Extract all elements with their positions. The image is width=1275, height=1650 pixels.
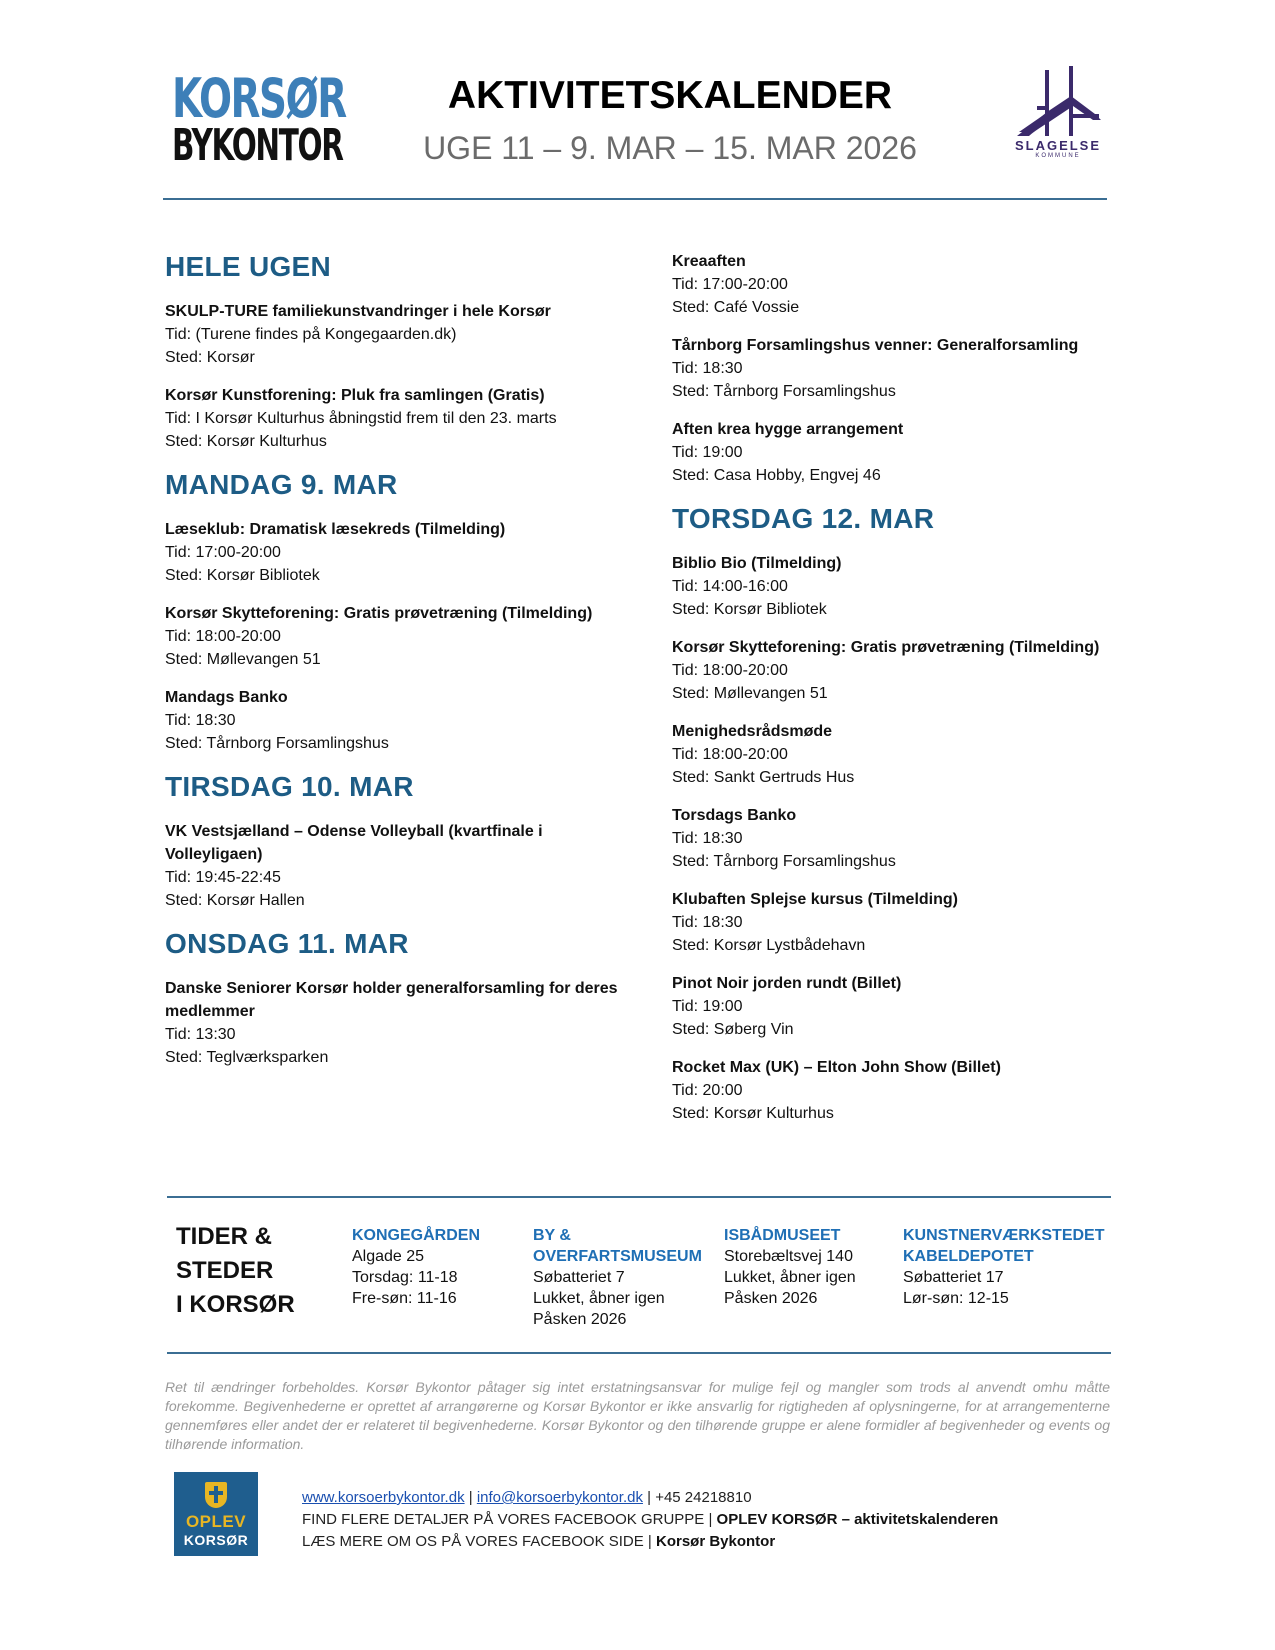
event-title: Korsør Skytteforening: Gratis prøvetræning (Tilmelding) xyxy=(165,605,593,622)
contact-line-3 xyxy=(302,1531,998,1553)
event-title: Korsør Skytteforening: Gratis prøvetræning (Tilmelding) xyxy=(672,639,1100,656)
day-section xyxy=(165,927,625,1069)
event-item xyxy=(672,334,1132,403)
event-title: Rocket Max (UK) – Elton John Show (Billet) xyxy=(672,1059,1001,1076)
event-place: Sted: Korsør Kulturhus xyxy=(165,433,327,450)
event-place: Sted: Møllevangen 51 xyxy=(672,685,828,702)
right-column xyxy=(672,250,1132,1140)
venue-name: ISBÅDMUSEET xyxy=(724,1227,841,1244)
week-subtitle: UGE 11 – 9. MAR – 15. MAR 2026 xyxy=(423,130,917,166)
day-heading: TIRSDAG 10. MAR xyxy=(165,771,414,802)
event-place: Sted: Sankt Gertruds Hus xyxy=(672,769,855,786)
day-heading: ONSDAG 11. MAR xyxy=(165,928,409,959)
event-place: Sted: Korsør Kulturhus xyxy=(672,1105,834,1122)
page-title: AKTIVITETSKALENDER xyxy=(447,74,893,117)
event-place: Sted: Søberg Vin xyxy=(672,1021,794,1038)
facebook-group-tail: – aktivitetskalenderen xyxy=(837,1511,999,1528)
event-title: Kreaaften xyxy=(672,253,746,270)
venue-line: Lukket, åbner igen xyxy=(533,1290,665,1307)
tider-line: TIDER & xyxy=(176,1223,272,1250)
facebook-group-name: OPLEV KORSØR xyxy=(716,1511,838,1528)
korsor-line: KORSØR xyxy=(183,1532,249,1548)
event-time: Tid: 18:30 xyxy=(165,712,236,729)
event-time: Tid: (Turene findes på Kongegaarden.dk) xyxy=(165,326,457,343)
event-title: Danske Seniorer Korsør holder generalforsamling for deres medlemmer xyxy=(165,980,618,1020)
event-title: Klubaften Splejse kursus (Tilmelding) xyxy=(672,891,958,908)
event-time: Tid: 18:00-20:00 xyxy=(672,746,788,763)
logo-line-korsor: KORSØR xyxy=(172,67,346,130)
venue-name: BY & OVERFARTSMUSEUM xyxy=(533,1227,702,1265)
venue-line: Storebæltsvej 140 xyxy=(724,1248,853,1265)
korsor-bykontor-logo xyxy=(172,67,346,171)
venue-line: Påsken 2026 xyxy=(724,1290,818,1307)
venue-line: Fre-søn: 11-16 xyxy=(352,1290,457,1307)
slagelse-sub: KOMMUNE xyxy=(1035,153,1081,159)
event-time: Tid: 18:00-20:00 xyxy=(165,628,281,645)
event-item xyxy=(672,888,1132,957)
event-place: Sted: Tårnborg Forsamlingshus xyxy=(672,383,896,400)
venue-line: Lør-søn: 12-15 xyxy=(903,1290,1009,1307)
event-time: Tid: 18:30 xyxy=(672,914,743,931)
event-item xyxy=(672,804,1132,873)
venue-name: KUNSTNERVÆRKSTEDET KABELDEPOTET xyxy=(903,1227,1105,1265)
venue-kabeldepotet xyxy=(903,1225,1113,1309)
day-heading: HELE UGEN xyxy=(165,251,332,282)
event-time: Tid: I Korsør Kulturhus åbningstid frem til den 23. marts xyxy=(165,410,557,427)
venue-line: Torsdag: 11-18 xyxy=(352,1269,458,1286)
event-place: Sted: Korsør Hallen xyxy=(165,892,305,909)
oplev-korsor-logo xyxy=(174,1472,258,1556)
tider-line: STEDER xyxy=(176,1257,274,1284)
event-item xyxy=(672,636,1132,705)
website-link[interactable]: www.korsoerbykontor.dk xyxy=(302,1489,465,1506)
event-time: Tid: 17:00-20:00 xyxy=(672,276,788,293)
event-item xyxy=(165,300,625,369)
separator: | xyxy=(464,1489,477,1506)
logo-line-bykontor: BYKONTOR xyxy=(172,120,343,171)
venue-line: Lukket, åbner igen xyxy=(724,1269,856,1286)
slagelse-kommune-logo xyxy=(1008,66,1108,159)
event-place: Sted: Korsør Bibliotek xyxy=(165,567,320,584)
day-section xyxy=(165,770,625,912)
email-link[interactable]: info@korsoerbykontor.dk xyxy=(476,1489,643,1506)
contact-block xyxy=(302,1487,998,1553)
event-item xyxy=(165,602,625,671)
venue-line: Søbatteriet 7 xyxy=(533,1269,625,1286)
venue-line: Søbatteriet 17 xyxy=(903,1269,1004,1286)
event-item xyxy=(672,418,1132,487)
event-title: Læseklub: Dramatisk læsekreds (Tilmelding) xyxy=(165,521,506,538)
venue-kongegaarden xyxy=(352,1225,522,1309)
day-heading: TORSDAG 12. MAR xyxy=(672,503,935,534)
event-time: Tid: 19:00 xyxy=(672,998,743,1015)
facebook-page-text: LÆS MERE OM OS PÅ VORES FACEBOOK SIDE | xyxy=(302,1533,656,1550)
event-item xyxy=(672,972,1132,1041)
footer-divider-top xyxy=(167,1196,1111,1198)
tider-steder-heading xyxy=(176,1220,295,1322)
venue-isbaadmuseet xyxy=(724,1225,894,1309)
event-place: Sted: Korsør Bibliotek xyxy=(672,601,827,618)
day-section xyxy=(165,250,625,453)
day-section xyxy=(165,468,625,755)
venue-by-overfartsmuseum xyxy=(533,1225,713,1330)
event-title: Tårnborg Forsamlingshus venner: Generalforsamling xyxy=(672,337,1079,354)
event-time: Tid: 18:30 xyxy=(672,830,743,847)
event-item xyxy=(672,1056,1132,1125)
event-time: Tid: 19:00 xyxy=(672,444,743,461)
event-title: Pinot Noir jorden rundt (Billet) xyxy=(672,975,902,992)
venue-line: Påsken 2026 xyxy=(533,1311,627,1328)
disclaimer-text: Ret til ændringer forbeholdes. Korsør Bykontor påtager sig intet erstatningsansvar for mulige fejl og mangler som trods al anvendt omhu måtte forekomme. Begivenhederne er oprettet af arrangørerne og Korsør Bykontor er ikke ansvarlig for rigtigheden af oplysningerne, for at arrangementerne gennemføres eller andet der er relateret til begivenhederne. Korsør Bykontor og den tilhørende gruppe er alene formidler af begivenheder og events og tilhørende information. xyxy=(165,1379,1110,1452)
day-heading: MANDAG 9. MAR xyxy=(165,469,398,500)
event-time: Tid: 20:00 xyxy=(672,1082,743,1099)
venue-name: KONGEGÅRDEN xyxy=(352,1227,481,1244)
phone-number: | +45 24218810 xyxy=(642,1489,752,1506)
bridge-icon xyxy=(1015,66,1101,138)
event-title: VK Vestsjælland – Odense Volleyball (kvartfinale i Volleyligaen) xyxy=(165,823,543,863)
day-section xyxy=(672,502,1132,1125)
event-place: Sted: Café Vossie xyxy=(672,299,800,316)
shield-cross-icon xyxy=(205,1482,227,1508)
oplev-line: OPLEV xyxy=(185,1512,247,1531)
event-item xyxy=(165,518,625,587)
event-title: Menighedsrådsmøde xyxy=(672,723,833,740)
event-place: Sted: Møllevangen 51 xyxy=(165,651,321,668)
event-place: Sted: Teglværksparken xyxy=(165,1049,329,1066)
event-time: Tid: 14:00-16:00 xyxy=(672,578,788,595)
slagelse-name: SLAGELSE xyxy=(1014,138,1102,153)
event-time: Tid: 18:00-20:00 xyxy=(672,662,788,679)
event-time: Tid: 19:45-22:45 xyxy=(165,869,281,886)
event-title: Aften krea hygge arrangement xyxy=(672,421,904,438)
event-item xyxy=(672,720,1132,789)
header-divider xyxy=(163,198,1107,200)
event-item xyxy=(672,250,1132,319)
footer-divider-bottom xyxy=(167,1352,1111,1354)
left-column xyxy=(165,250,625,1084)
event-time: Tid: 18:30 xyxy=(672,360,743,377)
event-item xyxy=(165,686,625,755)
contact-line-2 xyxy=(302,1509,998,1531)
facebook-page-name: Korsør Bykontor xyxy=(655,1533,776,1550)
event-place: Sted: Tårnborg Forsamlingshus xyxy=(672,853,896,870)
event-title: Mandags Banko xyxy=(165,689,288,706)
event-title: SKULP-TURE familiekunstvandringer i hele Korsør xyxy=(165,303,551,320)
event-place: Sted: Tårnborg Forsamlingshus xyxy=(165,735,389,752)
event-time: Tid: 13:30 xyxy=(165,1026,236,1043)
event-place: Sted: Casa Hobby, Engvej 46 xyxy=(672,467,881,484)
event-title: Torsdags Banko xyxy=(672,807,797,824)
event-item xyxy=(165,820,625,912)
event-title: Korsør Kunstforening: Pluk fra samlingen (Gratis) xyxy=(165,387,545,404)
event-time: Tid: 17:00-20:00 xyxy=(165,544,281,561)
tider-line: I KORSØR xyxy=(176,1291,295,1318)
event-item xyxy=(672,552,1132,621)
event-place: Sted: Korsør xyxy=(165,349,255,366)
facebook-group-text: FIND FLERE DETALJER PÅ VORES FACEBOOK GRUPPE | xyxy=(302,1511,717,1528)
contact-line-1 xyxy=(302,1487,998,1509)
venue-line: Algade 25 xyxy=(352,1248,425,1265)
event-item xyxy=(165,977,625,1069)
event-item xyxy=(165,384,625,453)
event-title: Biblio Bio (Tilmelding) xyxy=(672,555,842,572)
event-place: Sted: Korsør Lystbådehavn xyxy=(672,937,866,954)
